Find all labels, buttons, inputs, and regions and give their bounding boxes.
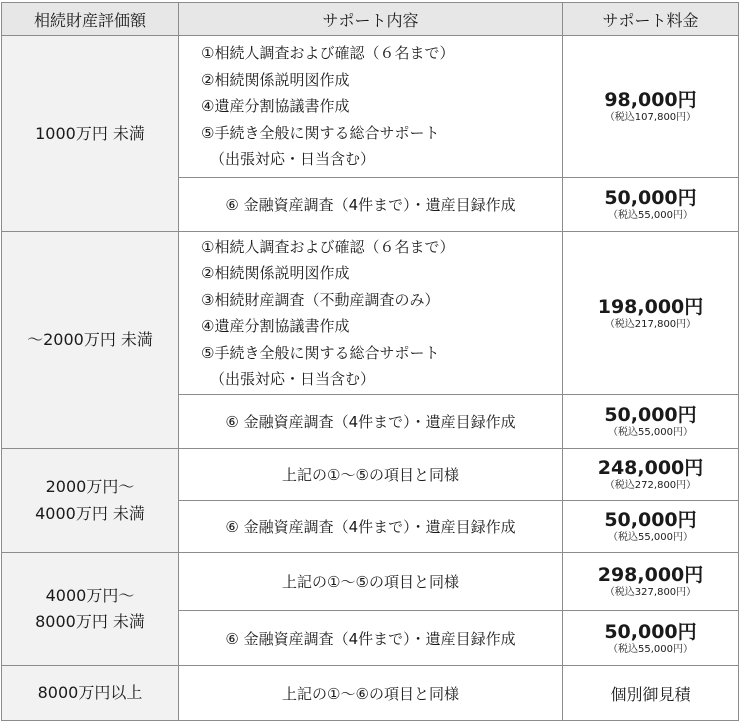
fee-tax-included: （税込327,800円） [604, 587, 697, 598]
estate-range-label: 4000万円 未満 [35, 503, 145, 523]
estate-range-label: ～2000万円 未満 [27, 330, 153, 349]
fee-price: 298,000円 [597, 564, 704, 586]
fee-tax-included: （税込107,800円） [604, 112, 697, 123]
support-fee-cell [563, 395, 739, 449]
support-fee-cell [563, 36, 739, 178]
estate-range-label: 2000万円～ [45, 477, 135, 496]
estate-range-cell [2, 232, 179, 449]
support-item: ①相続人調査および確認（６名まで） [201, 237, 455, 256]
support-item: ⑤手続き全般に関する総合サポート [201, 343, 440, 362]
support-content-cell [179, 501, 563, 553]
fee-price: 50,000円 [604, 187, 697, 209]
estate-range-label: 1000万円 未満 [35, 123, 145, 143]
support-content-cell [179, 611, 563, 666]
support-item: ⑥ 金融資産調査（4件まで）・遺産目録作成 [225, 413, 516, 431]
support-item: ④遺産分割協議書作成 [201, 97, 350, 116]
fee-price: 248,000円 [597, 457, 704, 479]
fee-tax-included: （税込55,000円） [608, 427, 693, 438]
support-item: ④遺産分割協議書作成 [201, 317, 350, 335]
estate-range-cell [2, 666, 179, 721]
fee-price: 個別御見積 [610, 684, 691, 704]
support-item: 上記の①～⑥の項目と同様 [282, 684, 459, 703]
support-item-note: （出張対応・日当含む） [210, 370, 376, 388]
fee-price: 198,000円 [597, 295, 704, 318]
support-content-cell [179, 449, 563, 501]
support-item: ③相続財産調査（不動産調査のみ） [201, 290, 440, 309]
support-fee-cell [563, 611, 739, 666]
fee-tax-included: （税込55,000円） [608, 532, 693, 543]
table-row [2, 449, 739, 501]
estate-range-label: 8000万円 未満 [35, 612, 145, 631]
support-fee-cell [563, 178, 739, 232]
support-content-cell [179, 395, 563, 449]
support-item: ②相続関係説明図作成 [201, 264, 350, 282]
support-item: 上記の①～⑤の項目と同様 [282, 466, 459, 484]
header-support-fee: サポート料金 [563, 3, 739, 36]
estate-range-label: 4000万円～ [45, 585, 135, 605]
support-item: ①相続人調査および確認（６名まで） [201, 44, 455, 63]
table-header-row [2, 3, 739, 36]
fee-tax-included: （税込55,000円） [608, 643, 693, 655]
estate-range-cell [2, 553, 179, 666]
support-item: ⑥ 金融資産調査（4件まで）・遺産目録作成 [225, 518, 516, 536]
estate-range-label: 8000万円以上 [37, 683, 143, 702]
support-fee-cell [563, 501, 739, 553]
fee-price: 98,000円 [604, 89, 697, 111]
support-fee-cell [563, 232, 739, 395]
fee-tax-included: （税込55,000円） [608, 210, 693, 221]
table-row [2, 232, 739, 395]
header-support-content: サポート内容 [179, 3, 563, 36]
support-content-cell [179, 553, 563, 611]
support-fee-cell [563, 449, 739, 501]
support-fee-cell [563, 553, 739, 611]
support-item: ②相続関係説明図作成 [201, 70, 350, 89]
support-item: 上記の①～⑤の項目と同様 [282, 573, 459, 591]
estate-range-cell [2, 36, 179, 232]
fee-price: 50,000円 [604, 620, 697, 643]
support-content-cell [179, 232, 563, 395]
price-table [1, 2, 739, 721]
table-row [2, 36, 739, 178]
fee-tax-included: （税込217,800円） [604, 318, 697, 330]
support-item: ⑤手続き全般に関する総合サポート [201, 123, 440, 142]
support-item: ⑥ 金融資産調査（4件まで）・遺産目録作成 [225, 196, 516, 214]
fee-price: 50,000円 [604, 509, 697, 531]
support-item-note: （出張対応・日当含む） [210, 150, 376, 169]
table-row [2, 666, 739, 721]
header-estate-value: 相続財産評価額 [2, 3, 179, 36]
support-item: ⑥ 金融資産調査（4件まで）・遺産目録作成 [225, 629, 516, 648]
estate-range-cell [2, 449, 179, 553]
support-content-cell [179, 36, 563, 178]
support-content-cell [179, 666, 563, 721]
fee-tax-included: （税込272,800円） [604, 480, 697, 491]
support-fee-cell [563, 666, 739, 721]
support-content-cell [179, 178, 563, 232]
fee-price: 50,000円 [604, 404, 697, 426]
table-row [2, 553, 739, 611]
